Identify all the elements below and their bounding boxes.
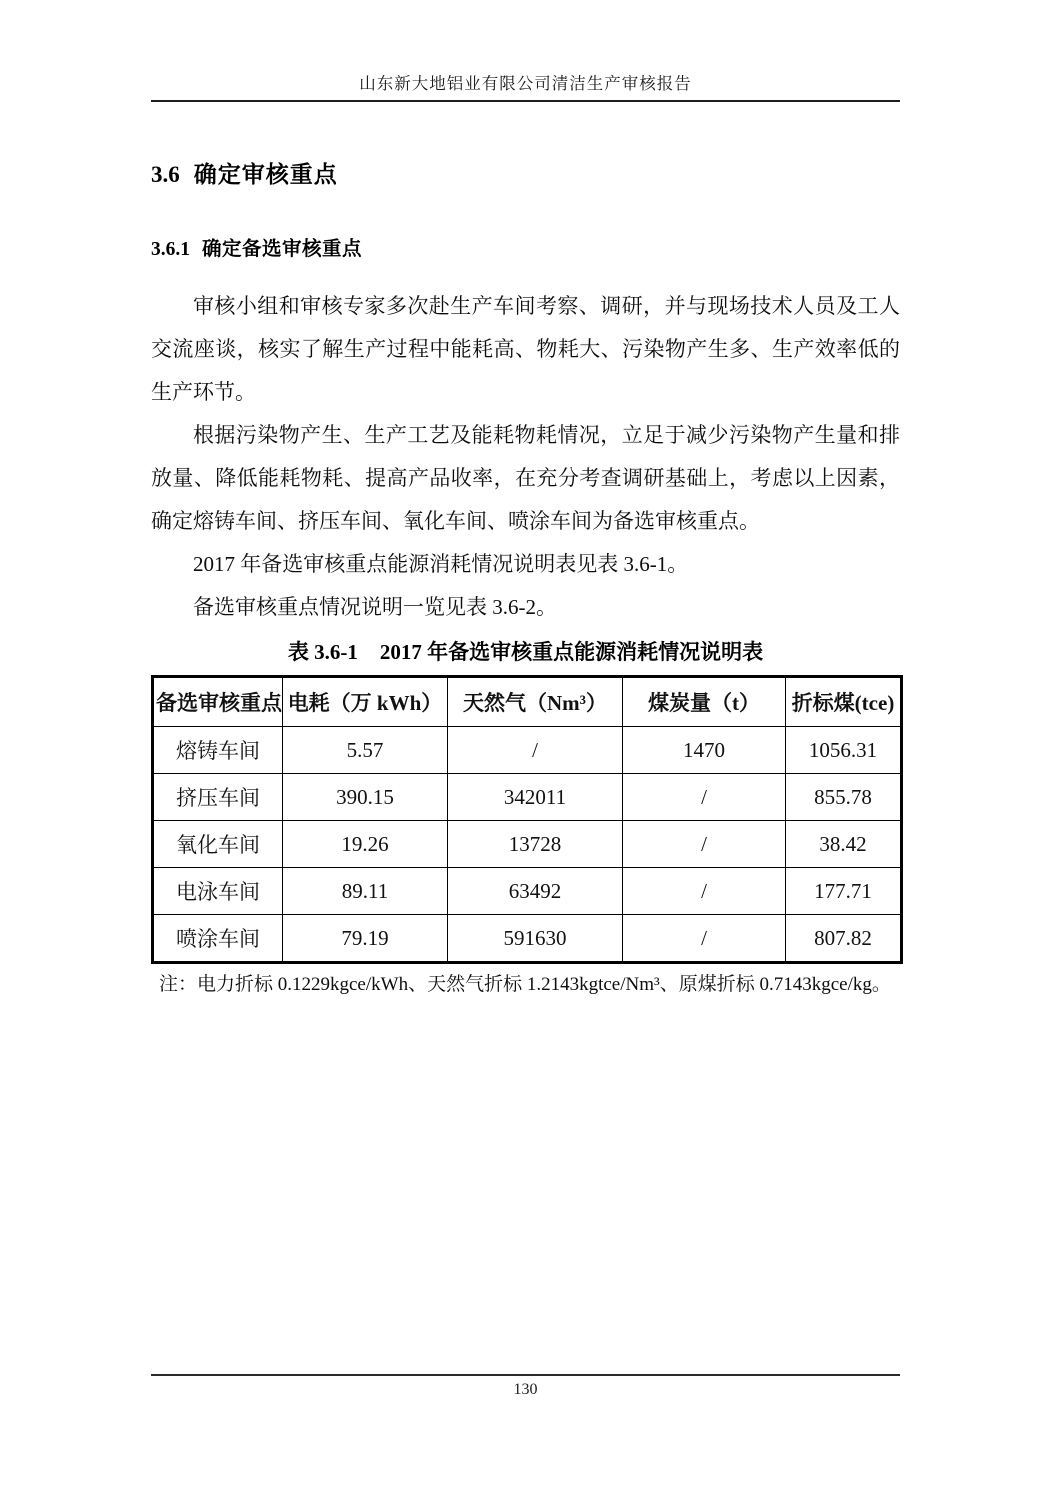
cell-electricity: 79.19: [283, 915, 448, 963]
table-header-row: [153, 677, 902, 727]
table-row: [153, 868, 902, 915]
cell-electricity: 390.15: [283, 774, 448, 821]
energy-consumption-table: [151, 675, 903, 964]
cell-coal: /: [623, 774, 786, 821]
table-row: [153, 774, 902, 821]
cell-natural-gas: /: [448, 727, 623, 774]
paragraph-2: 根据污染物产生、生产工艺及能耗物耗情况，立足于减少污染物产生量和排放量、降低能耗物耗、提高产品收率，在充分考查调研基础上，考虑以上因素，确定熔铸车间、挤压车间、氧化车间、喷涂车间为备选审核重点。: [151, 423, 900, 533]
subsection-number: 3.6.1: [151, 239, 190, 260]
header-cell-workshop: 备选审核重点: [153, 677, 283, 727]
cell-electricity: 89.11: [283, 868, 448, 915]
header-cell-coal: 煤炭量（t）: [623, 677, 786, 727]
cell-tce: 177.71: [786, 868, 902, 915]
cell-natural-gas: 342011: [448, 774, 623, 821]
header-cell-electricity: 电耗（万 kWh）: [283, 677, 448, 727]
table-row: [153, 727, 902, 774]
cell-tce: 855.78: [786, 774, 902, 821]
cell-natural-gas: 63492: [448, 868, 623, 915]
table-caption: [151, 637, 900, 667]
section-title: 确定审核重点: [193, 162, 338, 187]
cell-tce: 38.42: [786, 821, 902, 868]
cell-workshop: 挤压车间: [153, 774, 283, 821]
cell-natural-gas: 591630: [448, 915, 623, 963]
cell-coal: /: [623, 915, 786, 963]
table-row: [153, 915, 902, 963]
table-row: [153, 821, 902, 868]
header-cell-natural-gas: 天然气（Nm³）: [448, 677, 623, 727]
section-heading: [151, 156, 900, 189]
report-title: 山东新大地铝业有限公司清洁生产审核报告: [359, 74, 692, 93]
cell-tce: 1056.31: [786, 727, 902, 774]
page-footer: [151, 1374, 900, 1399]
paragraph-4: 备选审核重点情况说明一览见表 3.6-2。: [193, 595, 557, 619]
subsection-title: 确定备选审核重点: [202, 239, 363, 260]
cell-workshop: 喷涂车间: [153, 915, 283, 963]
cell-electricity: 5.57: [283, 727, 448, 774]
cell-electricity: 19.26: [283, 821, 448, 868]
paragraph-3: 2017 年备选审核重点能源消耗情况说明表见表 3.6-1。: [193, 552, 689, 576]
page-number: 130: [513, 1381, 538, 1398]
cell-natural-gas: 13728: [448, 821, 623, 868]
cell-coal: /: [623, 821, 786, 868]
cell-workshop: 氧化车间: [153, 821, 283, 868]
paragraph-1: 审核小组和审核专家多次赴生产车间考察、调研，并与现场技术人员及工人交流座谈，核实了解生产过程中能耗高、物耗大、污染物产生多、生产效率低的生产环节。: [151, 294, 900, 404]
cell-workshop: 熔铸车间: [153, 727, 283, 774]
table-caption-number: 表 3.6-1: [287, 640, 358, 664]
page-content: [151, 0, 900, 998]
cell-coal: 1470: [623, 727, 786, 774]
cell-tce: 807.82: [786, 915, 902, 963]
page-header: [151, 70, 900, 102]
cell-coal: /: [623, 868, 786, 915]
cell-workshop: 电泳车间: [153, 868, 283, 915]
table-note: 注：电力折标 0.1229kgce/kWh、天然气折标 1.2143kgtce/Nm³、原煤折标 0.7143kgce/kg。: [159, 974, 891, 995]
header-cell-tce: 折标煤(tce): [786, 677, 902, 727]
subsection-heading: [151, 233, 900, 261]
table-caption-text: 2017 年备选审核重点能源消耗情况说明表: [379, 640, 764, 664]
section-number: 3.6: [151, 162, 180, 187]
